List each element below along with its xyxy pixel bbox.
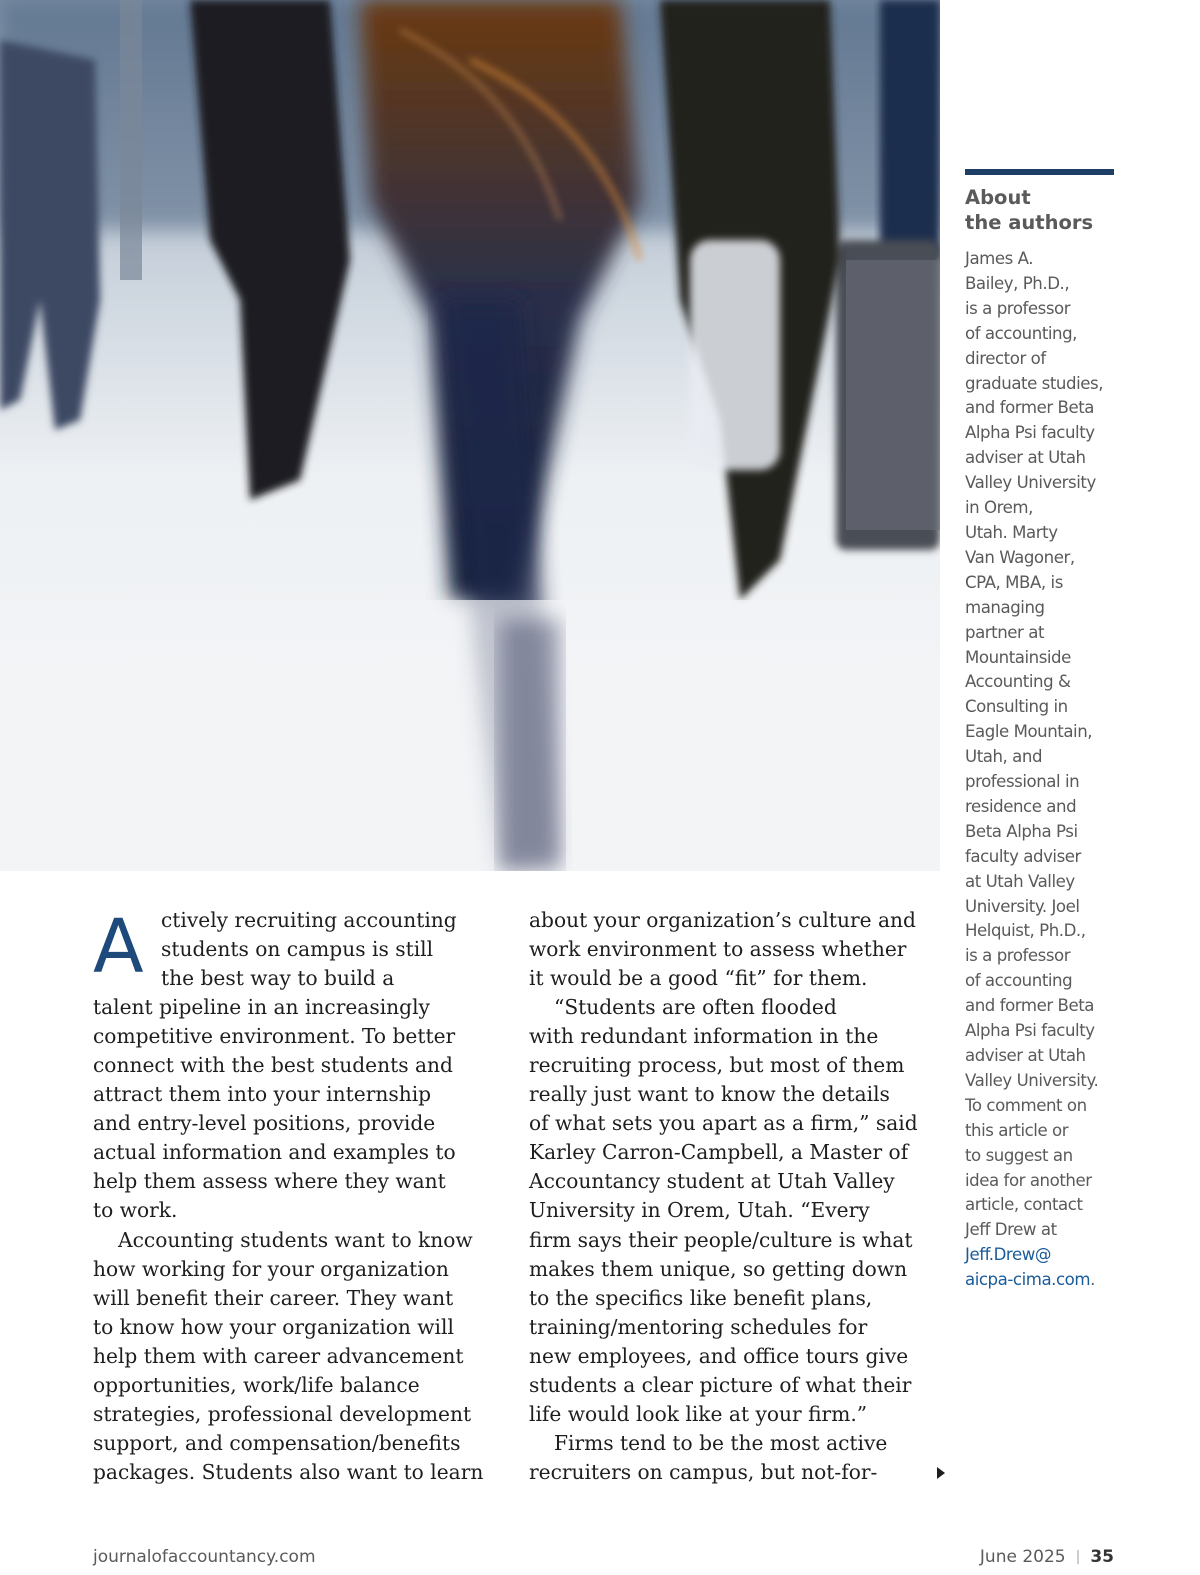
article-line: the best way to build a [161,966,395,991]
article-line: about your organization’s culture and [529,908,916,932]
article-line: and entry-level positions, provide [93,1111,436,1136]
article-line: help them assess where they want [93,1169,446,1194]
sidebar-rule [965,169,1114,175]
sidebar-body-line: Alpha Psi faculty [965,423,1095,443]
sidebar-body-line: is a professor [965,298,1071,318]
article-line: competitive environment. To better [93,1024,456,1049]
sidebar-body-line: residence and [965,796,1077,816]
sidebar-body-line: Helquist, Ph.D., [965,921,1086,941]
footer-date: June 2025 [979,1547,1066,1567]
article-line: connect with the best students and [93,1053,453,1078]
article-line: actual information and examples to [93,1140,456,1165]
sidebar-body-line: Consulting in [965,697,1068,717]
article-line: how working for your organization [93,1256,449,1281]
sidebar-body-line: Valley University [965,473,1096,493]
article-line: Firms tend to be the most active [554,1430,888,1455]
sidebar-body-line: and former Beta [965,398,1095,418]
sidebar-body-line: at Utah Valley [965,871,1075,891]
sidebar-body-line: to suggest an [965,1145,1073,1165]
article-line: packages. Students also want to learn [93,1459,484,1484]
article-line: of what sets you apart as a firm,” said [529,1111,918,1136]
article-line: opportunities, work/life balance [93,1372,420,1397]
article-column-2 [529,906,944,1487]
sidebar-body-line: Beta Alpha Psi [965,821,1078,841]
article-line: talent pipeline in an increasingly [93,995,430,1020]
article-line: strategies, professional development [93,1401,472,1426]
sidebar-body-line: University. Joel [965,896,1080,916]
article-line: to work. [93,1198,178,1223]
sidebar-title [965,185,1125,235]
contact-email-line [965,1268,1125,1293]
article-line: “Students are often flooded [554,995,837,1020]
sidebar-body-line: Bailey, Ph.D., [965,273,1070,293]
sidebar-body-line: Jeff Drew at [965,1220,1057,1240]
sidebar-body-line: is a professor [965,946,1071,966]
article-line: makes them unique, so getting down [529,1256,908,1281]
sidebar-body-line: faculty adviser [965,846,1081,866]
sidebar-body-line: graduate studies, [965,373,1104,393]
contact-email-link-domain[interactable]: aicpa-cima.com [965,1270,1091,1290]
article-line: training/mentoring schedules for [529,1314,868,1339]
footer-site[interactable]: journalofaccountancy.com [93,1547,316,1567]
sidebar-body-line: idea for another [965,1170,1092,1190]
sidebar-body-line: adviser at Utah [965,448,1086,468]
sidebar-body-line: of accounting, [965,323,1078,343]
article-line: will benefit their career. They want [93,1285,454,1310]
article-line: help them with career advancement [93,1343,464,1368]
sidebar-body-line: and former Beta [965,996,1095,1016]
sidebar-title-line: the authors [965,211,1094,234]
sidebar-body-line: managing [965,597,1045,617]
article-line: University in Orem, Utah. “Every [529,1198,870,1223]
sidebar-body-line: Utah. Marty [965,522,1058,542]
article-line: with redundant information in the [529,1024,879,1049]
sidebar-body [965,247,1125,1293]
sidebar-body-line: Eagle Mountain, [965,722,1093,742]
article-line: firm says their people/culture is what [529,1227,913,1252]
article-line: students on campus is still [161,937,434,962]
drop-cap: A [93,904,144,990]
sidebar-body-line: Alpha Psi faculty [965,1021,1095,1041]
article-line: work environment to assess whether [529,937,907,962]
contact-email-period: . [1090,1270,1095,1290]
article-line: Karley Carron-Campbell, a Master of [529,1140,909,1165]
sidebar-body-line: director of [965,348,1046,368]
footer-separator: | [1075,1549,1081,1565]
sidebar-title-line: About [965,186,1031,209]
continued-arrow-icon [937,1467,945,1479]
sidebar-body-line: Valley University. [965,1070,1099,1090]
hero-photo [0,0,940,871]
sidebar-body-line: James A. [965,249,1034,268]
article-line: to know how your organization will [93,1314,454,1339]
article-line: recruiting process, but most of them [529,1053,905,1078]
article-column-1 [93,906,508,1487]
article-line: recruiters on campus, but not-for- [529,1459,878,1484]
article-line: life would look like at your firm.” [529,1401,868,1426]
footer-issue [980,1547,1114,1567]
sidebar-body-line: in Orem, [965,498,1033,518]
sidebar-body-line: of accounting [965,971,1073,991]
sidebar-body-line: this article or [965,1120,1069,1140]
sidebar-body-line: Mountainside [965,647,1071,667]
contact-email-link[interactable]: Jeff.Drew@ [965,1245,1051,1265]
sidebar-body-line: professional in [965,772,1080,792]
article-line: attract them into your internship [93,1082,432,1107]
sidebar-body-line: partner at [965,622,1045,642]
sidebar-body-line: To comment on [965,1095,1087,1115]
article-line: support, and compensation/benefits [93,1430,461,1455]
sidebar-body-line: Van Wagoner, [965,547,1075,567]
page-number: 35 [1090,1547,1114,1567]
article-line: students a clear picture of what their [529,1372,912,1397]
article-line: it would be a good “fit” for them. [529,966,868,991]
article-line: to the specifics like benefit plans, [529,1285,873,1310]
article-line: really just want to know the details [529,1082,890,1107]
sidebar-body-line: Accounting & [965,672,1071,692]
sidebar-body-line: article, contact [965,1195,1083,1215]
sidebar-body-line: Utah, and [965,747,1043,767]
sidebar-body-line: CPA, MBA, is [965,572,1063,592]
hero-photo-image [0,0,940,871]
article-line: new employees, and office tours give [529,1343,909,1368]
article-line: ctively recruiting accounting [161,908,457,932]
article-line: Accounting students want to know [118,1227,473,1252]
article-line: Accountancy student at Utah Valley [529,1169,895,1194]
sidebar-body-line: adviser at Utah [965,1046,1086,1065]
